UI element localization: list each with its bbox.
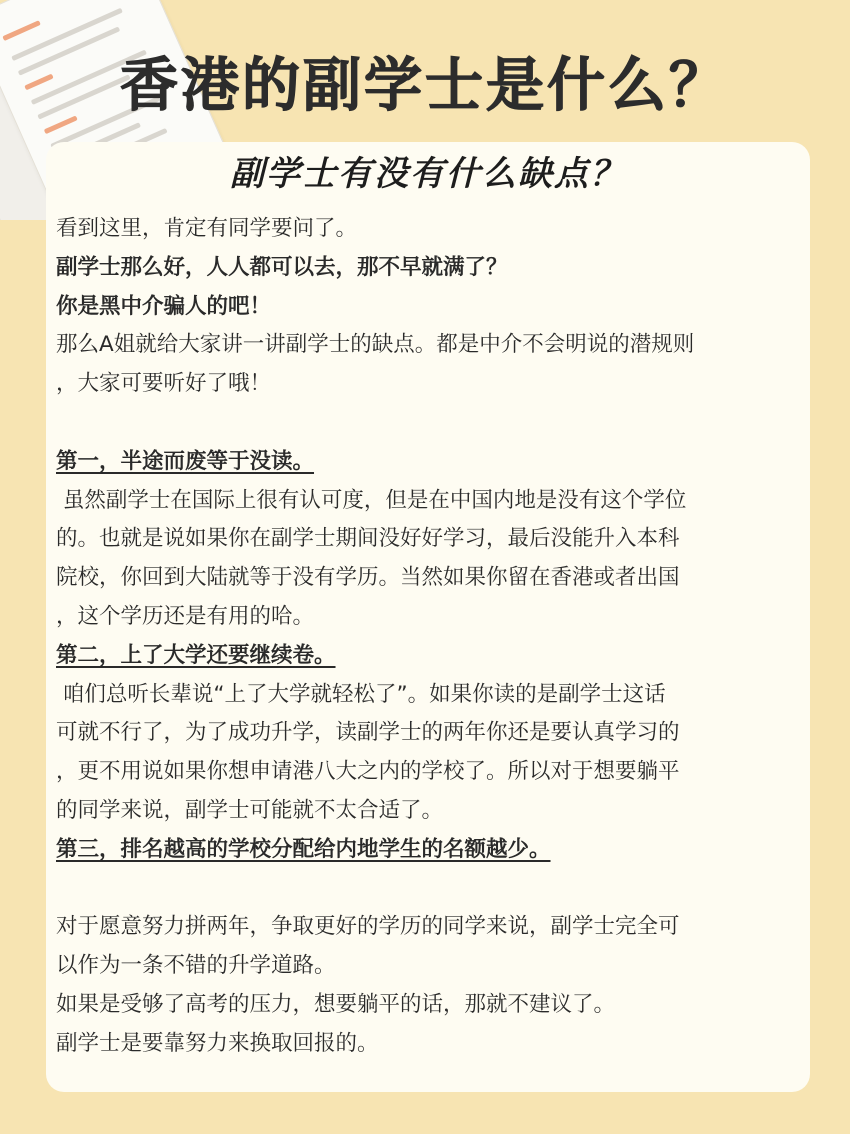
body-line-emphasis: 副学士那么好，人人都可以去，那不早就满了？ [56,254,508,280]
body-line: 可就不行了，为了成功升学，读副学士的两年你还是要认真学习的 [56,720,680,746]
body-line: 的。也就是说如果你在副学士期间没好好学习，最后没能升入本科 [56,526,680,552]
article-body [56,210,801,1064]
paragraph-gap [56,404,801,443]
body-line: 副学士是要靠努力来换取回报的。 [56,1030,379,1056]
body-line: 的同学来说，副学士可能就不太合适了。 [56,797,444,823]
body-line-emphasis: 你是黑中介骗人的吧！ [56,293,272,319]
point-heading-1: 第一，半途而废等于没读。 [56,448,315,474]
body-line: ，大家可要听好了哦！ [56,371,272,397]
page-title: 香港的副学士是什么？ [119,51,730,119]
body-line: 对于愿意努力拼两年，争取更好的学历的同学来说，副学士完全可 [56,914,680,940]
body-line: 如果是受够了高考的压力，想要躺平的话，那就不建议了。 [56,991,616,1017]
section-subtitle: 副学士有没有什么缺点？ [230,154,626,194]
point-heading-2: 第二，上了大学还要继续卷。 [56,642,336,668]
sheet-line [2,20,41,41]
body-line: 看到这里，肯定有同学要问了。 [56,216,358,241]
body-line: ，这个学历还是有用的哈。 [56,603,315,629]
paragraph-gap [56,870,801,909]
body-line: 咱们总听长辈说“上了大学就轻松了”。如果你读的是副学士这话 [56,681,666,707]
body-line: 虽然副学士在国际上很有认可度，但是在中国内地是没有这个学位 [56,487,687,513]
body-line: 院校，你回到大陆就等于没有学历。当然如果你留在香港或者出国 [56,565,680,591]
body-line: 以作为一条不错的升学道路。 [56,953,336,979]
point-heading-3: 第三，排名越高的学校分配给内地学生的名额越少。 [56,836,551,862]
body-line: ，更不用说如果你想申请港八大之内的学校了。所以对于想要躺平 [56,759,680,785]
body-line: 那么A姐就给大家讲一讲副学士的缺点。都是中介不会明说的潜规则 [56,332,695,358]
